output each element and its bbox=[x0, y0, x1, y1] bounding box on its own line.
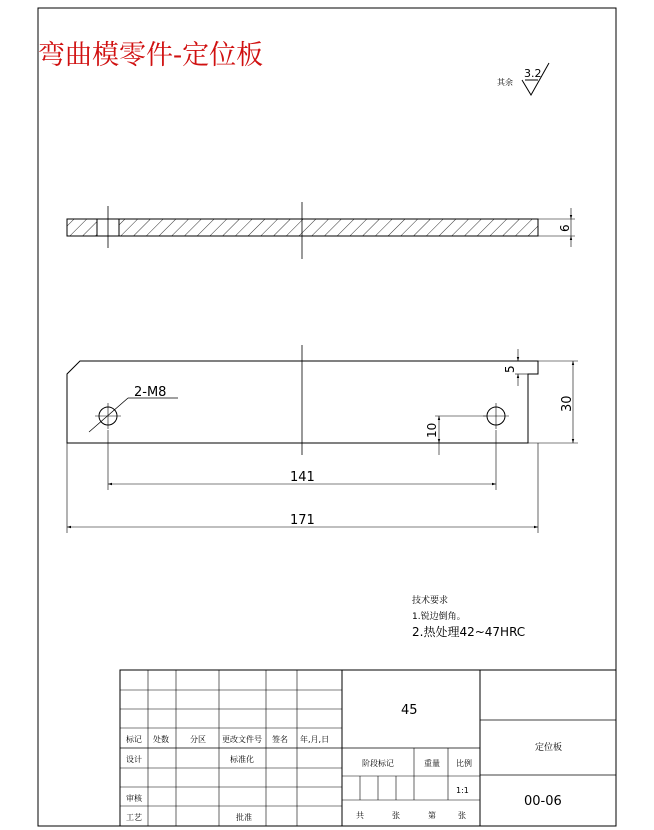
svg-text:重量: 重量 bbox=[424, 759, 440, 768]
svg-text:处数: 处数 bbox=[153, 735, 169, 744]
svg-text:审核: 审核 bbox=[126, 794, 142, 803]
svg-text:1.锐边倒角。: 1.锐边倒角。 bbox=[412, 612, 466, 622]
svg-text:标准化: 标准化 bbox=[230, 755, 254, 764]
svg-text:张: 张 bbox=[392, 811, 400, 820]
dim-chamfer: 5 bbox=[503, 365, 517, 373]
svg-text:设计: 设计 bbox=[126, 755, 142, 764]
dim-hole-offset: 10 bbox=[425, 422, 439, 438]
drawing-number: 00-06 bbox=[524, 794, 562, 809]
svg-text:第: 第 bbox=[428, 811, 436, 820]
title-block-text bbox=[126, 703, 562, 822]
material: 45 bbox=[401, 703, 418, 718]
svg-text:技术要求: 技术要求 bbox=[412, 596, 449, 606]
scale-value: 1:1 bbox=[456, 786, 469, 795]
svg-text:分区: 分区 bbox=[190, 735, 206, 744]
svg-text:标记: 标记 bbox=[126, 735, 142, 744]
svg-text:批准: 批准 bbox=[236, 813, 252, 822]
part-name: 定位板 bbox=[535, 743, 563, 753]
dim-overall-length: 171 bbox=[290, 513, 315, 528]
svg-text:工艺: 工艺 bbox=[126, 813, 142, 822]
svg-text:更改文件号: 更改文件号 bbox=[222, 735, 262, 744]
svg-text:3.2: 3.2 bbox=[524, 67, 542, 80]
svg-text:阶段标记: 阶段标记 bbox=[362, 759, 394, 768]
roughness-symbol bbox=[497, 63, 549, 95]
svg-text:比例: 比例 bbox=[456, 759, 472, 768]
drawing-frame bbox=[38, 8, 616, 826]
front-view bbox=[67, 345, 578, 533]
svg-text:2.热处理42~47HRC: 2.热处理42~47HRC bbox=[412, 625, 526, 639]
svg-text:共: 共 bbox=[356, 811, 364, 820]
dim-hole-spacing: 141 bbox=[290, 470, 315, 485]
svg-text:签名: 签名 bbox=[272, 735, 288, 744]
side-section-view bbox=[67, 202, 575, 259]
svg-text:年,月,日: 年,月,日 bbox=[300, 735, 330, 744]
svg-text:张: 张 bbox=[458, 811, 466, 820]
dim-hole-label: 2-M8 bbox=[134, 385, 167, 400]
svg-text:其余: 其余 bbox=[497, 78, 513, 87]
technical-notes bbox=[412, 594, 525, 639]
dim-thickness: 6 bbox=[558, 224, 572, 232]
dim-height: 30 bbox=[560, 395, 575, 412]
drawing-title: 弯曲模零件-定位板 bbox=[38, 40, 264, 71]
